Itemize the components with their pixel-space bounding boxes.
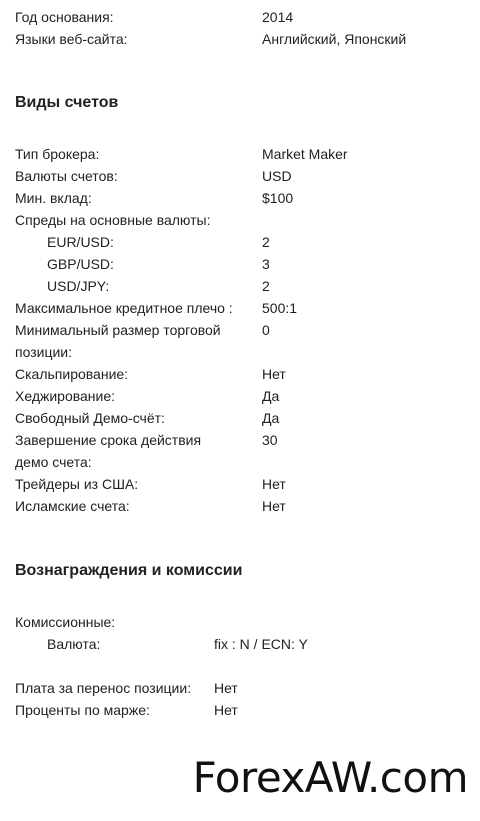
leverage-value: 500:1 xyxy=(262,300,298,316)
margin-interest-label: Проценты по марже: xyxy=(15,702,150,718)
currency-value: fix : N / ECN: Y xyxy=(214,636,308,652)
islamic-value: Нет xyxy=(262,498,286,514)
scalping-label: Скальпирование: xyxy=(15,366,129,382)
currency-row xyxy=(15,633,470,655)
us-traders-label: Трейдеры из США: xyxy=(15,476,139,492)
free-demo-value: Да xyxy=(262,410,280,426)
currencies-value: USD xyxy=(262,168,292,184)
free-demo-label: Свободный Демо-счёт: xyxy=(15,410,165,426)
currencies-label: Валюты счетов: xyxy=(15,168,118,184)
currency-label: Валюта: xyxy=(47,636,101,652)
commissions-label: Комиссионные: xyxy=(15,614,116,630)
spread-pair-label: GBP/USD: xyxy=(47,256,114,272)
hedging-value: Да xyxy=(262,388,280,404)
founded-value: 2014 xyxy=(262,9,294,25)
rollover-row xyxy=(15,677,470,699)
founded-label: Год основания: xyxy=(15,9,114,25)
spread-row-usdjpy xyxy=(15,275,470,297)
margin-interest-value: Нет xyxy=(214,702,238,718)
demo-expiry-row xyxy=(15,429,470,451)
spreads-row xyxy=(15,209,470,231)
spread-value: 2 xyxy=(262,278,270,294)
leverage-row xyxy=(15,297,470,319)
broker-type-row xyxy=(15,143,470,165)
margin-interest-row xyxy=(15,699,470,721)
demo-expiry-value: 30 xyxy=(262,432,278,448)
min-position-value: 0 xyxy=(262,322,270,338)
demo-expiry-row-cont xyxy=(15,451,470,473)
scalping-row xyxy=(15,363,470,385)
languages-value: Английский, Японский xyxy=(262,31,407,47)
min-position-row xyxy=(15,319,470,341)
broker-type-label: Тип брокера: xyxy=(15,146,100,162)
free-demo-row xyxy=(15,407,470,429)
fees-heading: Вознаграждения и комиссии xyxy=(15,562,243,579)
spread-value: 2 xyxy=(262,234,270,250)
demo-expiry-label-cont: демо счета: xyxy=(15,454,92,470)
languages-row xyxy=(15,28,470,50)
us-traders-row xyxy=(15,473,470,495)
hedging-row xyxy=(15,385,470,407)
min-position-row-cont xyxy=(15,341,470,363)
min-deposit-label: Мин. вклад: xyxy=(15,190,92,206)
commissions-row xyxy=(15,611,470,633)
spreads-label: Спреды на основные валюты: xyxy=(15,212,211,228)
currencies-row xyxy=(15,165,470,187)
demo-expiry-label: Завершение срока действия xyxy=(15,432,202,448)
rollover-value: Нет xyxy=(214,680,238,696)
us-traders-value: Нет xyxy=(262,476,286,492)
islamic-label: Исламские счета: xyxy=(15,498,130,514)
islamic-row xyxy=(15,495,470,517)
min-position-label-cont: позиции: xyxy=(15,344,72,360)
leverage-label: Максимальное кредитное плечо : xyxy=(15,300,233,316)
spread-row-gbpusd xyxy=(15,253,470,275)
min-position-label: Минимальный размер торговой xyxy=(15,322,221,338)
hedging-label: Хеджирование: xyxy=(15,388,116,404)
languages-label: Языки веб-сайта: xyxy=(15,31,128,47)
broker-type-value: Market Maker xyxy=(262,146,348,162)
spread-pair-label: EUR/USD: xyxy=(47,234,114,250)
founded-row xyxy=(15,6,470,28)
spread-row-eurusd xyxy=(15,231,470,253)
scalping-value: Нет xyxy=(262,366,286,382)
rollover-label: Плата за перенос позиции: xyxy=(15,680,192,696)
min-deposit-value: $100 xyxy=(262,190,294,206)
accounts-heading: Виды счетов xyxy=(15,94,119,111)
spread-value: 3 xyxy=(262,256,270,272)
spread-pair-label: USD/JPY: xyxy=(47,278,110,294)
min-deposit-row xyxy=(15,187,470,209)
watermark-logo: ForexAW.com xyxy=(192,753,468,802)
